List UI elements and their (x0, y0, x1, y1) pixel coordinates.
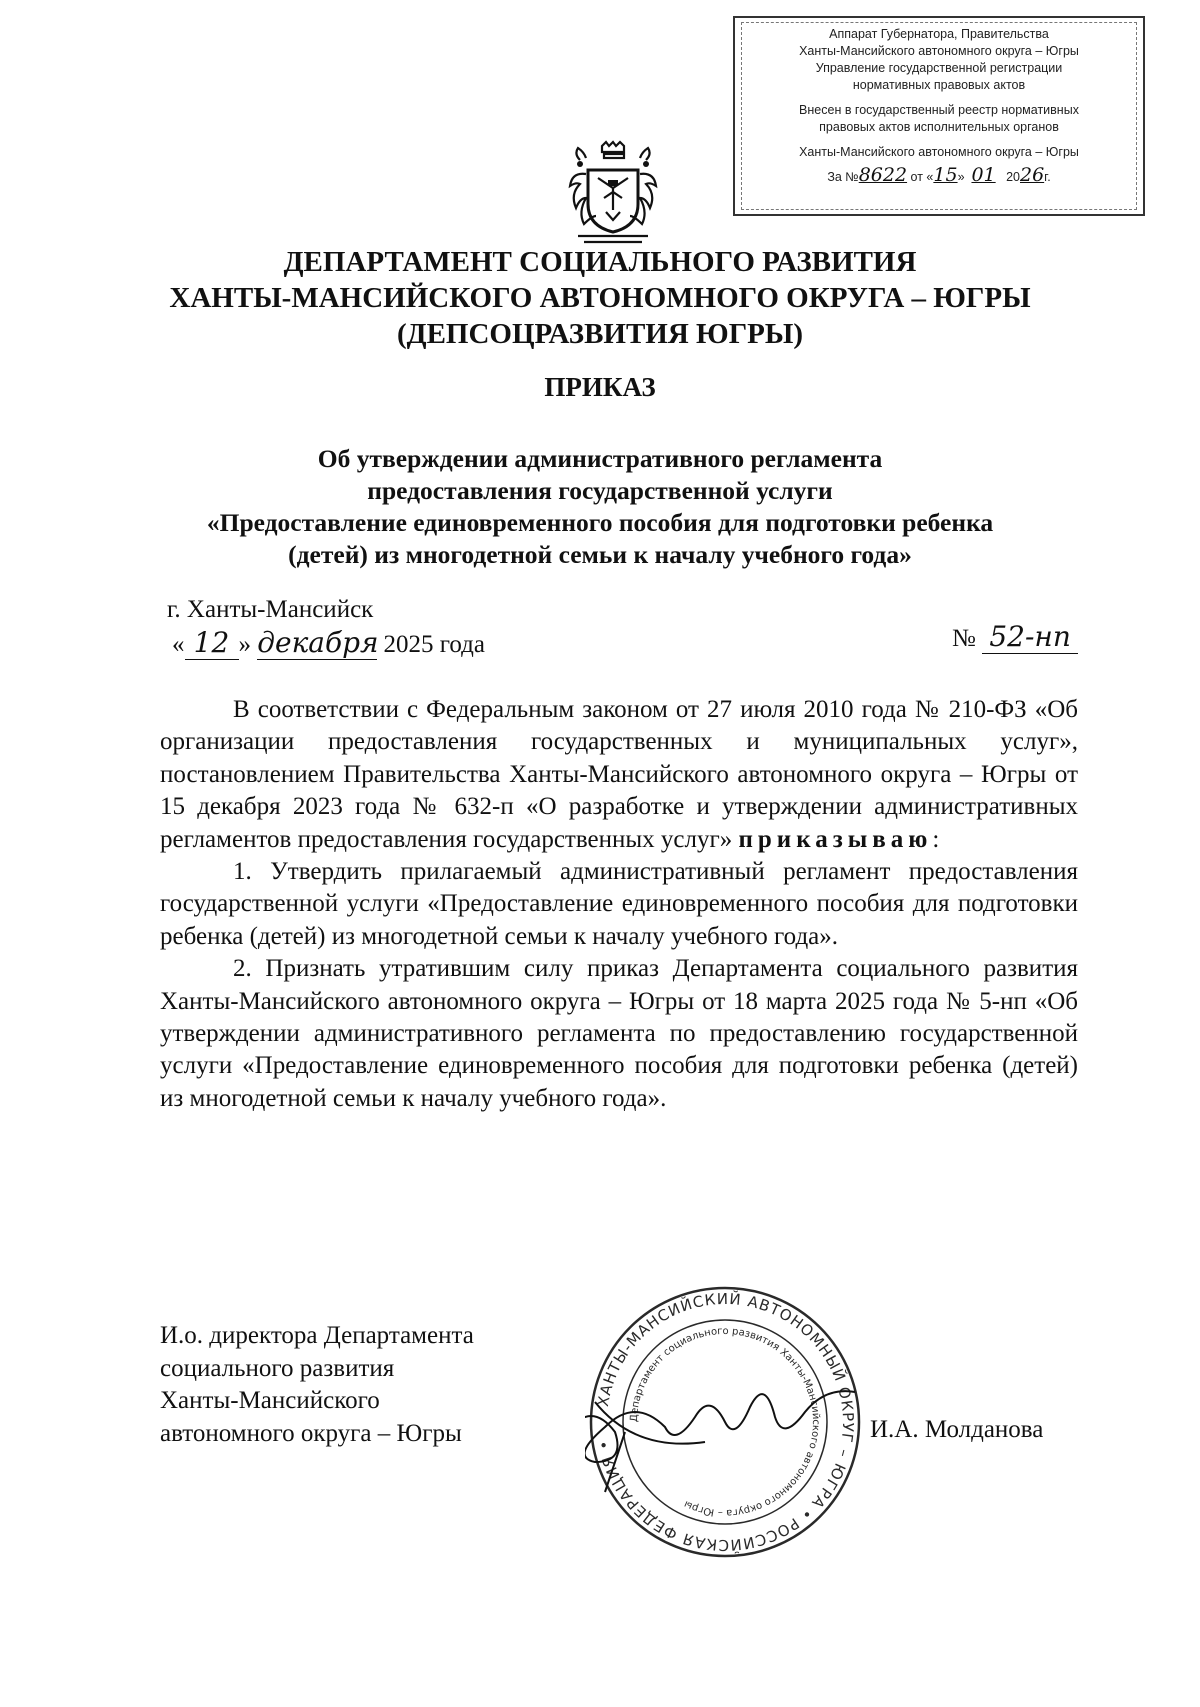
signer-position-line: Ханты-Мансийского (160, 1387, 380, 1414)
reg-stamp-number-row (744, 164, 1134, 186)
reg-month-value: 01 (971, 164, 996, 186)
order-item-2: 2. Признать утратившим силу приказ Департамента социального развития Ханты-Мансийского автономного округа – Югры от 18 марта 2025 года № 5-нп «Об утверждении административного регламента по предоставлению государственной услуги «Предоставление единовременного пособия для подготовки ребенка (детей) из многодетной семьи к началу учебного года». (160, 955, 1078, 1112)
place-of-issue: г. Ханты-Мансийск (167, 596, 374, 623)
order-command: приказываю (738, 825, 933, 853)
preamble-end: : (932, 825, 940, 853)
order-number-value: 52-нп (982, 620, 1078, 654)
subject-line: (детей) из многодетной семьи к началу учебного года» (288, 540, 912, 569)
reg-year-prefix: 20 (1006, 170, 1020, 184)
reg-stamp-line: правовых актов исполнительных органов (819, 120, 1059, 134)
reg-number-prefix: За № (827, 170, 859, 184)
reg-stamp-line: Внесен в государственный реестр нормативных (799, 103, 1079, 117)
subject-line: Об утверждении административного регламента (317, 444, 883, 473)
reg-number-value: 8622 (858, 164, 908, 186)
coat-of-arms-icon (558, 140, 668, 250)
order-body (160, 694, 1078, 1115)
signer-position-line: социального развития (160, 1354, 395, 1382)
reg-year-suffix: г. (1044, 170, 1051, 184)
department-name-line2: ХАНТЫ-МАНСИЙСКОГО АВТОНОМНОГО ОКРУГА – ЮГРЫ (169, 282, 1031, 314)
date-year: 2025 года (383, 631, 485, 658)
date-open-quote: « (172, 631, 185, 658)
department-name-line1: ДЕПАРТАМЕНТ СОЦИАЛЬНОГО РАЗВИТИЯ (283, 246, 917, 278)
subject-line: «Предоставление единовременного пособия для подготовки ребенка (206, 508, 994, 537)
seal-outer-text: ХАНТЫ-МАНСИЙСКИЙ АВТОНОМНЫЙ ОКРУГ – ЮГРА • РОССИЙСКАЯ ФЕДЕРАЦИЯ • (594, 1289, 858, 1555)
document-type-title: ПРИКАЗ (544, 372, 656, 402)
date-month: декабря (257, 626, 379, 659)
reg-stamp-line: Ханты-Мансийского автономного округа – Югры (799, 44, 1079, 58)
registration-stamp (733, 16, 1145, 216)
preamble-paragraph (160, 694, 1078, 856)
date-day: 12 (185, 626, 239, 660)
reg-year-value: 26 (1019, 164, 1045, 186)
department-header (100, 244, 1100, 352)
issue-date (172, 626, 485, 660)
reg-stamp-line: Аппарат Губернатора, Правительства (829, 27, 1049, 41)
order-number (952, 620, 1078, 654)
reg-quote-close: » (957, 170, 965, 184)
seal-inner-text: Департамент социального развития Ханты-Мансийского автономного округа – Югры (628, 1325, 822, 1519)
department-short-name: (ДЕПСОЦРАЗВИТИЯ ЮГРЫ) (396, 318, 804, 350)
signer-position-line: автономного округа – Югры (160, 1419, 462, 1447)
preamble-text: В соответствии с Федеральным законом от 27 июля 2010 года № 210-ФЗ «Об организации предоставления государственных и муниципальных услуг», постановлением Правительства Ханты-Мансийского автономного округа – Югры от 15 декабря 2023 года № 632-п «О разработке и утверждении административных регламентов предоставления государственных услуг» (160, 696, 1078, 853)
order-subject (130, 443, 1070, 571)
reg-stamp-region: Ханты-Мансийского автономного округа – Югры (799, 145, 1079, 159)
signer-position (160, 1320, 474, 1450)
reg-from-label: от « (910, 170, 934, 184)
order-number-label: № (952, 625, 976, 652)
signer-name: И.А. Молданова (870, 1416, 1044, 1443)
reg-stamp-line: Управление государственной регистрации (815, 61, 1063, 75)
date-close-quote: » (238, 631, 251, 658)
order-item-1: 1. Утвердить прилагаемый административный регламент предоставления государственной услуги «Предоставление единовременного пособия для подготовки ребенка (детей) из многодетной семьи к началу учебного года». (160, 858, 1078, 950)
subject-line: предоставления государственной услуги (367, 476, 833, 505)
reg-day-value: 15 (933, 164, 958, 186)
reg-stamp-line: нормативных правовых актов (852, 78, 1026, 92)
signer-position-line: И.о. директора Департамента (160, 1322, 474, 1349)
official-seal (585, 1282, 865, 1562)
